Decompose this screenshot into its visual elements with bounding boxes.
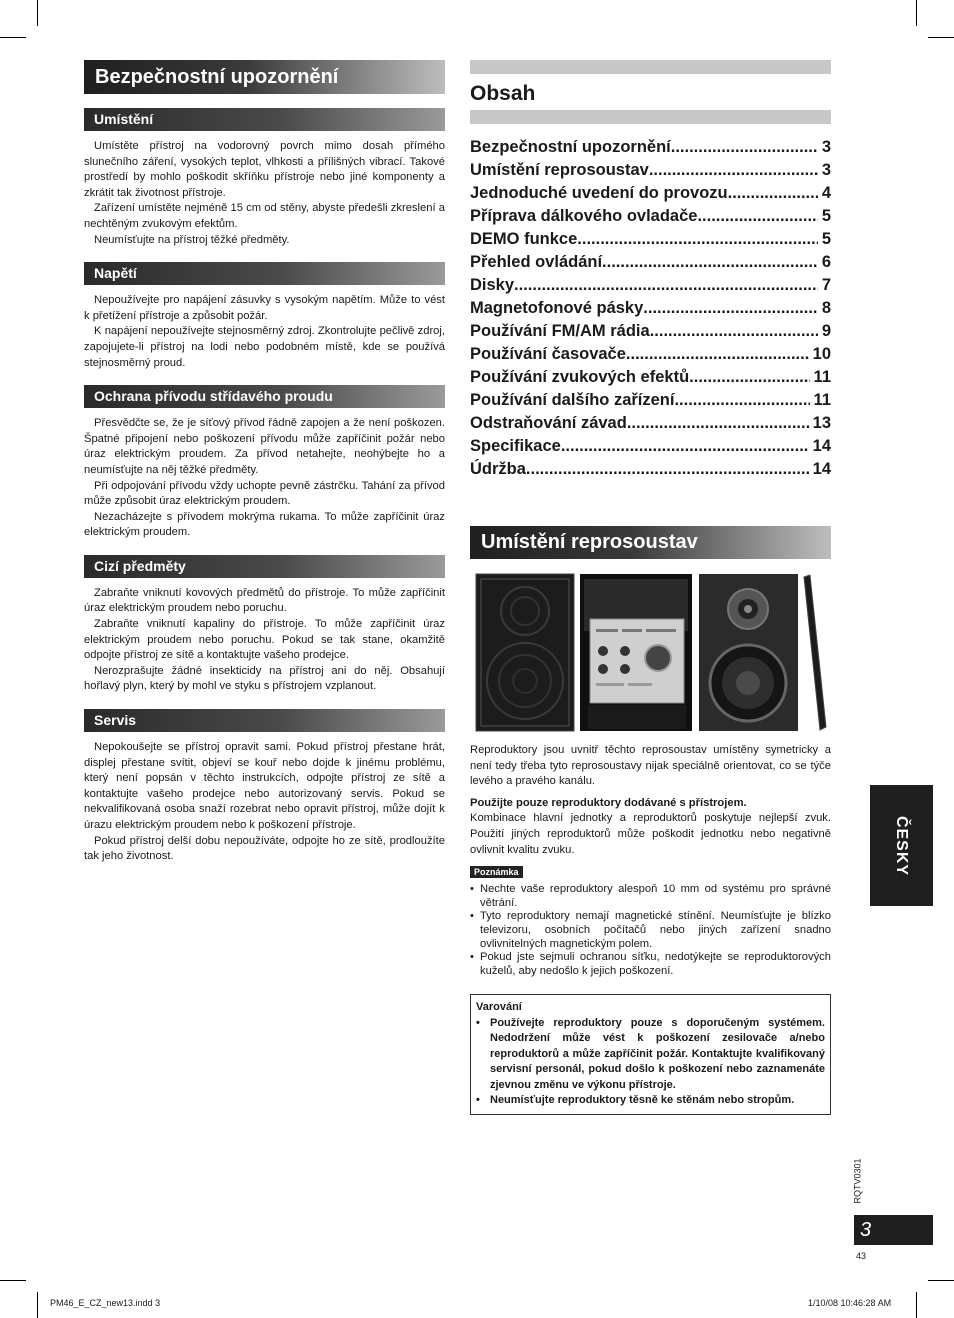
table-of-contents: [470, 136, 831, 481]
speakers-combo-text: Kombinace hlavní jednotky a reproduktorů poskytuje nejlepší zvuk. Použití jiných reproduktorů může poškodit jednotku nebo negativně ovlivnit kvalitu zvuku.: [470, 812, 831, 856]
section-heading: Ochrana přívodu střídavého proudu: [84, 385, 445, 408]
right-column: [470, 60, 831, 1107]
note-item: • Pokud jste sejmuli ochranou síťku, nedotýkejte se reproduktorových kuželů, aby nedošlo k jejich poškození.: [470, 951, 831, 978]
toc-entry-page: 3: [821, 161, 831, 179]
section-ochrana-privodu: [84, 385, 445, 541]
warning-list: [476, 1016, 825, 1108]
toc-entry[interactable]: [470, 136, 831, 159]
section-napeti: [84, 262, 445, 371]
page-number-box: 3: [854, 1215, 933, 1245]
section-heading: Servis: [84, 709, 445, 732]
section-servis: [84, 709, 445, 865]
toc-entry-label: Umístění reprosoustav: [470, 161, 649, 179]
crop-mark: [916, 1292, 917, 1318]
toc-entry[interactable]: [470, 412, 831, 435]
speaker-system-illustration: [470, 573, 831, 733]
toc-leader: [650, 320, 818, 343]
section-cizi-predmety: [84, 555, 445, 695]
note-item: • Tyto reproduktory nemají magnetické stínění. Neumísťujte je blízko televizoru, osobních počítačů nebo jiných zařízení snadno ovlivnitelných magnetickým polem.: [470, 910, 831, 951]
paragraph: Zabraňte vniknutí kapaliny do přístroje. To může zapříčinit úraz elektrickým proudem nebo poruchu. Pokud se tak stane, okamžitě odpojte přístroj ze sítě a kontaktujte vašeho prodejce.: [84, 618, 445, 662]
toc-leader: [627, 412, 809, 435]
paragraph: Neumísťujte na přístroj těžké předměty.: [94, 233, 290, 246]
toc-entry[interactable]: [470, 458, 831, 481]
toc-entry-label: Jednoduché uvedení do provozu: [470, 184, 728, 202]
paragraph: Nepoužívejte pro napájení zásuvky s vysokým napětím. Může to vést k přetížení přístroje a způsobit požár.: [84, 294, 445, 322]
speakers-bold-line: Použijte pouze reproduktory dodávané s přístrojem.: [470, 796, 747, 809]
section-heading: Napětí: [84, 262, 445, 285]
toc-entry-page: 10: [812, 345, 831, 363]
section-heading: Cizí předměty: [84, 555, 445, 578]
speakers-text: [470, 743, 831, 978]
crop-mark: [928, 1280, 954, 1281]
toc-leader: [577, 228, 818, 251]
toc-entry-label: DEMO funkce: [470, 230, 578, 248]
crop-mark: [0, 37, 26, 38]
note-item: • Nechte vaše reproduktory alespoň 10 mm od systému pro správné větrání.: [470, 883, 831, 910]
toc-entry[interactable]: [470, 274, 831, 297]
warning-item: • Neumísťujte reproduktory těsně ke stěnám nebo stropům.: [476, 1093, 825, 1108]
toc-leader: [514, 274, 818, 297]
section-umisteni: [84, 108, 445, 248]
footer-file: PM46_E_CZ_new13.indd 3: [50, 1298, 161, 1308]
safety-title: Bezpečnostní upozornění: [84, 60, 445, 94]
toc-entry-page: 7: [821, 276, 831, 294]
toc-entry-page: 14: [812, 460, 831, 478]
toc-entry[interactable]: [470, 159, 831, 182]
speakers-intro: Reproduktory jsou uvnitř těchto reprosoustav umístěny symetricky a není tedy třeba tyto reprosoustavy nijak speciálně orientovat, co se týče levého a pravého kanálu.: [470, 744, 831, 788]
toc-entry[interactable]: [470, 366, 831, 389]
toc-entry-label: Používání FM/AM rádia: [470, 322, 650, 340]
toc-entry-page: 3: [821, 138, 831, 156]
crop-mark: [37, 1292, 38, 1318]
toc-leader: [674, 389, 809, 412]
toc-entry[interactable]: [470, 389, 831, 412]
toc-leader: [649, 159, 818, 182]
toc-entry-label: Používání zvukových efektů: [470, 368, 690, 386]
note-badge: Poznámka: [470, 866, 523, 878]
warning-title: Varování: [476, 1001, 522, 1013]
toc-entry[interactable]: [470, 205, 831, 228]
toc-leader: [697, 205, 817, 228]
toc-top-bar: [470, 60, 831, 74]
warning-box: [470, 994, 831, 1115]
crop-mark: [928, 37, 954, 38]
toc-entry-label: Používání časovače: [470, 345, 626, 363]
toc-title: Obsah: [470, 82, 536, 105]
safety-column: [84, 60, 445, 865]
toc-entry-label: Disky: [470, 276, 515, 294]
toc-entry-page: 9: [821, 322, 831, 340]
toc-bottom-bar: [470, 110, 831, 124]
toc-entry-page: 13: [812, 414, 831, 432]
paragraph: Umístěte přístroj na vodorovný povrch mimo dosah přímého slunečního záření, vysokých teplot, vlhkosti a přílišných vibrací. Takové prostředí by mohlo poškodit skříňku přístroje nebo jiné komponenty a zkrátit tak životnost přístroje.: [84, 140, 445, 199]
toc-entry-page: 5: [821, 230, 831, 248]
toc-leader: [643, 297, 818, 320]
toc-leader: [689, 366, 809, 389]
toc-entry-page: 14: [812, 437, 831, 455]
paragraph: Zabraňte vniknutí kovových předmětů do přístroje. To může zapříčinit úraz elektrickým proudem nebo poruchu.: [84, 586, 445, 615]
footer-date: 1/10/08 10:46:28 AM: [808, 1298, 892, 1308]
toc-leader: [626, 343, 809, 366]
toc-entry[interactable]: [470, 251, 831, 274]
toc-leader: [728, 182, 818, 205]
toc-entry[interactable]: [470, 320, 831, 343]
page-sub-number: 43: [856, 1251, 867, 1261]
toc-entry-page: 5: [821, 207, 831, 225]
toc-entry-page: 4: [821, 184, 831, 202]
toc-entry-label: Magnetofonové pásky: [470, 299, 644, 317]
toc-leader: [526, 458, 809, 481]
toc-entry[interactable]: [470, 182, 831, 205]
toc-entry-label: Přehled ovládání: [470, 253, 603, 271]
toc-entry[interactable]: [470, 297, 831, 320]
paragraph: Zařízení umístěte nejméně 15 cm od stěny, abyste předešli zkreslení a nechtěným zvukovým efektům.: [84, 202, 445, 230]
toc-entry-label: Specifikace: [470, 437, 561, 455]
paragraph: Pokud přístroj delší dobu nepoužíváte, odpojte ho ze sítě, prodloužíte tak jeho životnost.: [84, 834, 445, 863]
paragraph: Nerozprašujte žádné insekticidy na přístroj ani do něj. Obsahují hořlavý plyn, který by mohl ve styku s přístrojem vzplanout.: [84, 664, 445, 693]
toc-entry-page: 8: [821, 299, 831, 317]
paragraph: Nepokoušejte se přístroj opravit sami. Pokud přístroj přestane hrát, displej přestane svítit, objeví se kouř nebo dojde k jinému problému, který není popsán v těchto instrukcích, odpojte přístroj ze sítě a kontaktujte vašeho prodejce nebo autorizovaný servis. Pokud se nekvalifikovaná osoba snaží rozebrat nebo opravit přístroj, může dojít k úrazu elektrickým proudem nebo k poškození přístroje.: [84, 741, 445, 831]
toc-leader: [602, 251, 818, 274]
toc-entry-page: 6: [821, 253, 831, 271]
toc-entry-page: 11: [813, 391, 831, 409]
toc-entry-page: 11: [813, 368, 831, 386]
section-heading: Umístění: [84, 108, 445, 131]
toc-entry-label: Odstraňování závad: [470, 414, 627, 432]
toc-entry-label: Bezpečnostní upozornění: [470, 138, 671, 156]
paragraph: K napájení nepoužívejte stejnosměrný zdroj. Zkontrolujte pečlivě zdroj, zapojujete-li přístroj na lodi nebo podobném místě, kde se používá stejnosměrný proud.: [84, 325, 445, 369]
toc-leader: [671, 136, 818, 159]
language-tab: [870, 785, 933, 906]
toc-entry[interactable]: [470, 228, 831, 251]
paragraph: Při odpojování přívodu vždy uchopte pevně zástrčku. Tahání za přívod může způsobit úraz elektrickým proudem.: [84, 479, 445, 508]
language-label: ČESKY: [893, 815, 911, 876]
toc-entry-label: Používání dalšího zařízení: [470, 391, 675, 409]
crop-mark: [37, 0, 38, 26]
toc-entry-label: Údržba: [470, 460, 526, 478]
speakers-title: Umístění reprosoustav: [470, 526, 831, 559]
document-code-label: RQTV0301: [853, 1158, 863, 1204]
toc-entry[interactable]: [470, 435, 831, 458]
crop-mark: [0, 1280, 26, 1281]
crop-mark: [916, 0, 917, 26]
warning-item: • Používejte reproduktory pouze s doporučeným systémem. Nedodržení může vést k poškození zesilovače a/nebo reproduktorů a může zapříčinit požár. Kontaktujte kvalifikovaný servisní personál, pokud došlo k poškození nebo zaznamenáte zjevnou změnu ve výkonu přístroje.: [476, 1016, 825, 1093]
toc-entry-label: Příprava dálkového ovladače: [470, 207, 698, 225]
paragraph: Přesvědčte se, že je síťový přívod řádně zapojen a že není poškozen. Špatné připojení nebo poškození přívodu může zapříčinit požár nebo úraz elektrickým proudem. Za přívod netahejte, neohýbejte ho a neumísťujte na něj těžké předměty.: [84, 417, 445, 476]
document-code: [848, 1155, 868, 1207]
toc-leader: [561, 435, 809, 458]
paragraph: Nezacházejte s přívodem mokrýma rukama. To může zapříčinit úraz elektrickým proudem.: [84, 510, 445, 539]
toc-entry[interactable]: [470, 343, 831, 366]
note-list: [470, 883, 831, 978]
